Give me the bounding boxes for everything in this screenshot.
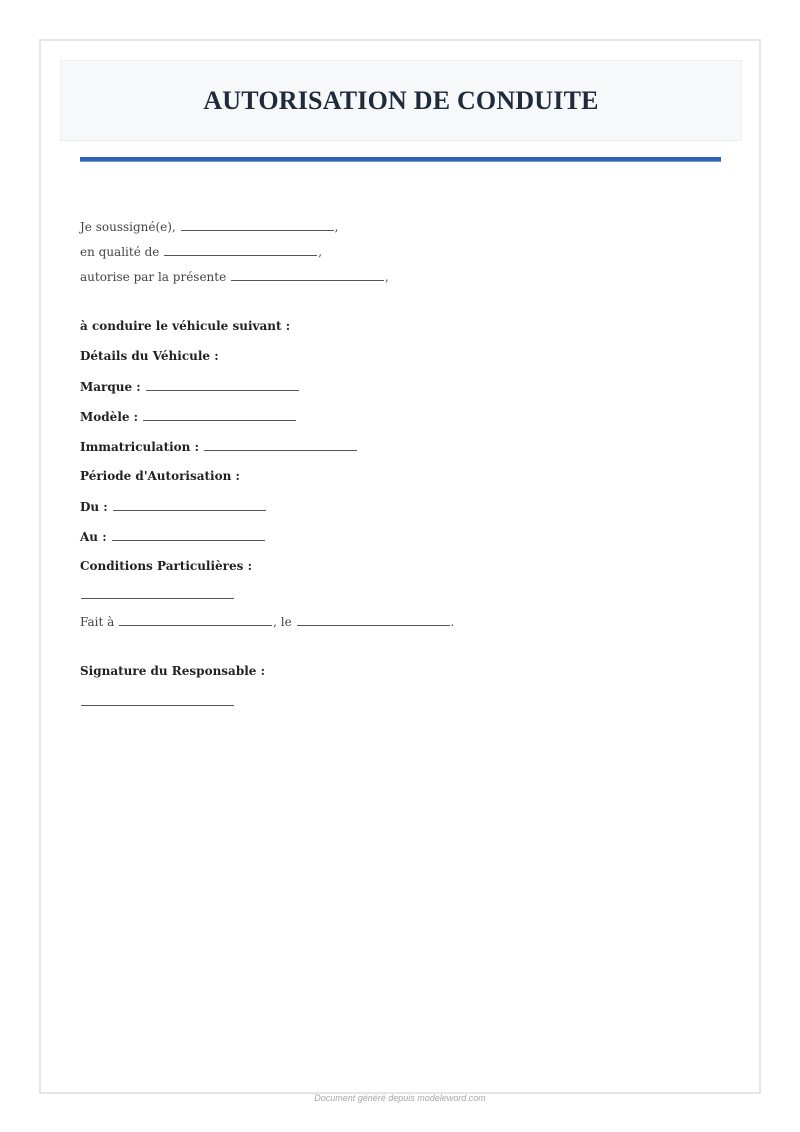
periode-heading: Période d'Autorisation : bbox=[80, 469, 240, 483]
fait-a-line: Fait à , le . bbox=[80, 615, 455, 629]
signature-field bbox=[80, 693, 235, 710]
conditions-heading: Conditions Particulières : bbox=[80, 559, 252, 573]
intro-line-qualite: en qualité de , bbox=[80, 245, 323, 259]
marque-blank[interactable] bbox=[146, 378, 299, 391]
au-field: Au : bbox=[80, 528, 266, 545]
vehicle-heading: à conduire le véhicule suivant : bbox=[80, 319, 291, 333]
details-heading: Détails du Véhicule : bbox=[80, 349, 219, 363]
conditions-field bbox=[80, 586, 235, 603]
conditions-blank[interactable] bbox=[81, 586, 234, 599]
signature-heading: Signature du Responsable : bbox=[80, 664, 266, 678]
intro-line-soussigne: Je soussigné(e), , bbox=[80, 220, 339, 234]
du-blank[interactable] bbox=[113, 498, 266, 511]
intro-line-autorise: autorise par la présente , bbox=[80, 270, 389, 284]
modele-field: Modèle : bbox=[80, 408, 297, 425]
title-header bbox=[60, 60, 742, 141]
immatriculation-blank[interactable] bbox=[204, 438, 357, 451]
authorized-person-blank[interactable] bbox=[231, 268, 384, 281]
footer-credit: Document généré depuis modeleword.com bbox=[314, 1093, 486, 1103]
document-page bbox=[39, 39, 761, 1094]
date-blank[interactable] bbox=[297, 613, 450, 626]
title-divider bbox=[80, 157, 721, 162]
marque-field: Marque : bbox=[80, 378, 300, 395]
du-field: Du : bbox=[80, 498, 267, 515]
name-blank[interactable] bbox=[181, 218, 334, 231]
immatriculation-field: Immatriculation : bbox=[80, 438, 358, 455]
role-blank[interactable] bbox=[164, 243, 317, 256]
place-blank[interactable] bbox=[119, 613, 272, 626]
signature-blank[interactable] bbox=[81, 693, 234, 706]
au-blank[interactable] bbox=[112, 528, 265, 541]
document-title: AUTORISATION DE CONDUITE bbox=[203, 85, 599, 115]
modele-blank[interactable] bbox=[143, 408, 296, 421]
